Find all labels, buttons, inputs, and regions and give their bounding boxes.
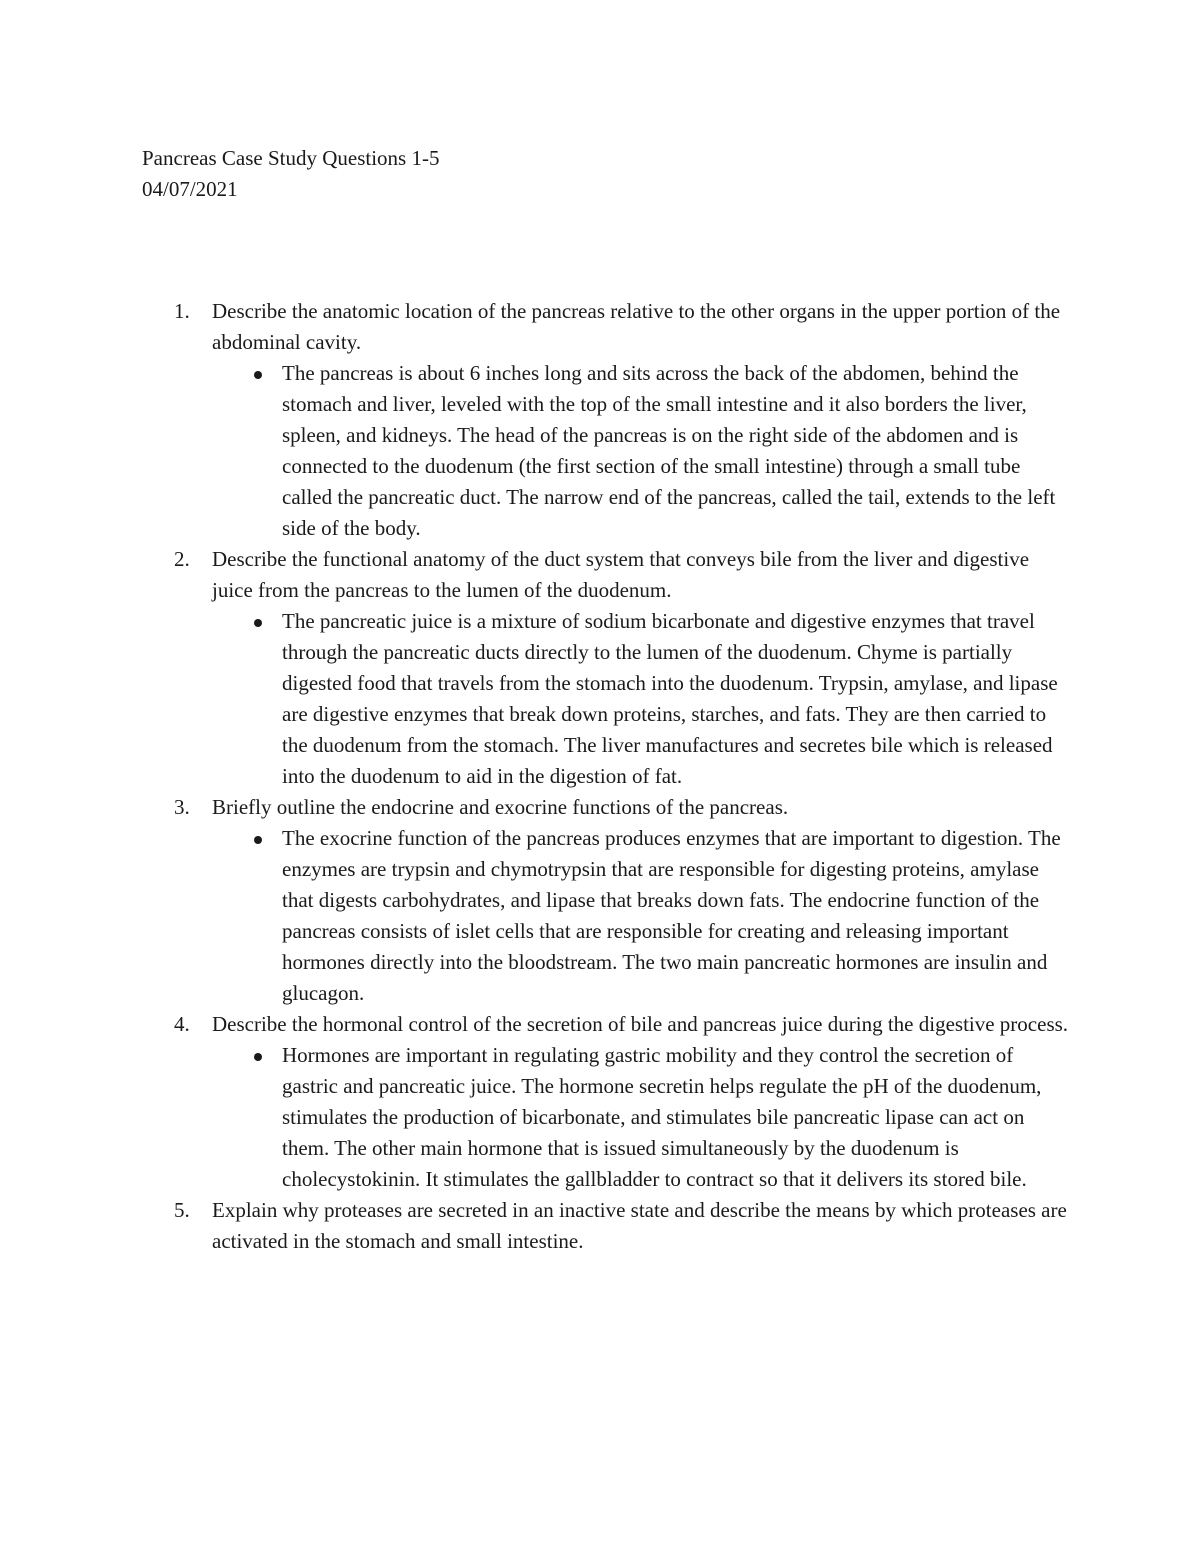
question-item [142, 1009, 1072, 1195]
answer-item [212, 1040, 1072, 1195]
question-item [142, 792, 1072, 1009]
answer-item [212, 358, 1072, 544]
answer-list [212, 823, 1072, 1009]
question-number: 3. [174, 795, 190, 819]
answer-text: The pancreatic juice is a mixture of sodium bicarbonate and digestive enzymes that travel through the pancreatic ducts directly to the lumen of the duodenum. Chyme is partially digested food that travels from the stomach into the duodenum. Trypsin, amylase, and lipase are digestive enzymes that break down proteins, starches, and fats. They are then carried to the duodenum from the stomach. The liver manufactures and secretes bile which is released into the duodenum to aid in the digestion of fat. [282, 609, 1058, 788]
question-number: 4. [174, 1012, 190, 1036]
answer-text: The pancreas is about 6 inches long and sits across the back of the abdomen, behind the stomach and liver, leveled with the top of the small intestine and it also borders the liver, spleen, and kidneys. The head of the pancreas is on the right side of the abdomen and is connected to the duodenum (the first section of the small intestine) through a small tube called the pancreatic duct. The narrow end of the pancreas, called the tail, extends to the left side of the body. [282, 361, 1056, 540]
answer-list [212, 1040, 1072, 1195]
question-text: Describe the hormonal control of the secretion of bile and pancreas juice during the digestive process. [212, 1012, 1069, 1036]
question-number: 2. [174, 547, 190, 571]
answer-list [212, 606, 1072, 792]
bullet-icon [254, 1053, 262, 1061]
question-number: 5. [174, 1198, 190, 1222]
question-text: Describe the anatomic location of the pancreas relative to the other organs in the upper portion of the abdominal cavity. [212, 299, 1061, 354]
answer-list [212, 358, 1072, 544]
question-item [142, 296, 1072, 544]
document-date: 04/07/2021 [142, 177, 238, 201]
question-number: 1. [174, 299, 190, 323]
question-text: Explain why proteases are secreted in an inactive state and describe the means by which proteases are activated in the stomach and small intestine. [212, 1198, 1067, 1253]
question-list [142, 296, 1072, 1257]
question-text: Describe the functional anatomy of the duct system that conveys bile from the liver and digestive juice from the pancreas to the lumen of the duodenum. [212, 547, 1030, 602]
answer-text: Hormones are important in regulating gastric mobility and they control the secretion of gastric and pancreatic juice. The hormone secretin helps regulate the pH of the duodenum, stimulates the production of bicarbonate, and stimulates bile pancreatic lipase can act on them. The other main hormone that is issued simultaneously by the duodenum is cholecystokinin. It stimulates the gallbladder to contract so that it delivers its stored bile. [282, 1043, 1042, 1191]
question-text: Briefly outline the endocrine and exocrine functions of the pancreas. [212, 795, 789, 819]
bullet-icon [254, 619, 262, 627]
document-header [142, 143, 439, 205]
bullet-icon [254, 836, 262, 844]
answer-text: The exocrine function of the pancreas produces enzymes that are important to digestion. The enzymes are trypsin and chymotrypsin that are responsible for digesting proteins, amylase that digests carbohydrates, and lipase that breaks down fats. The endocrine function of the pancreas consists of islet cells that are responsible for creating and releasing important hormones directly into the bloodstream. The two main pancreatic hormones are insulin and glucagon. [282, 826, 1061, 1005]
answer-item [212, 823, 1072, 1009]
question-item [142, 1195, 1072, 1257]
answer-item [212, 606, 1072, 792]
document-title: Pancreas Case Study Questions 1-5 [142, 146, 440, 170]
bullet-icon [254, 371, 262, 379]
question-item [142, 544, 1072, 792]
